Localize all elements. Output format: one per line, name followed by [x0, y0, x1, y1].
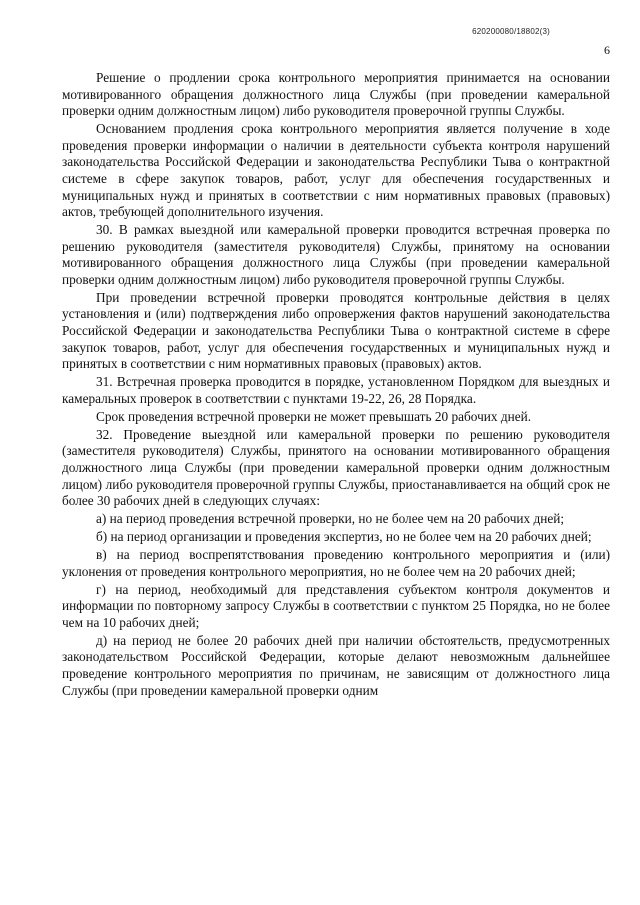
paragraph-extension-decision: Решение о продлении срока контрольного мероприятия принимается на основании мотивированного обращения должностного лица Службы (при проведении камеральной проверки одним должностным лицом) либо руководителя проверочной группы Службы. [62, 70, 610, 119]
document-id: 620200080/18802(3) [472, 27, 550, 36]
document-body [62, 70, 610, 701]
list-item-d: д) на период не более 20 рабочих дней при наличии обстоятельств, предусмотренных законодательством Российской Федерации, которые делают невозможным дальнейшее проведение контрольного мероприятия по причинам, не зависящим от должностного лица Службы (при проведении камеральной проверки одним [62, 632, 610, 698]
list-item-b: б) на период организации и проведения экспертиз, но не более чем на 20 рабочих дней; [96, 529, 592, 545]
list-item-g: г) на период, необходимый для представления субъектом контроля документов и информации по повторному запросу Службы в соответствии с пунктом 25 Порядка, но не более чем на 10 рабочих дней; [62, 581, 610, 630]
paragraph-counter-check-actions: При проведении встречной проверки проводятся контрольные действия в целях установления и (или) подтверждения либо опровержения фактов нарушений законодательства Российской Федерации и законодательства Республики Тыва о контрактной системе в сфере закупок товаров, работ, услуг для обеспечения государственных и муниципальных нужд и принятых в соответствии с ним нормативных правовых (правовых) актов. [62, 289, 610, 372]
list-item-a: а) на период проведения встречной проверки, но не более чем на 20 рабочих дней; [96, 511, 565, 527]
paragraph-31: 31. Встречная проверка проводится в порядке, установленном Порядком для выездных и камеральных проверок в соответствии с пунктами 19-22, 26, 28 Порядка. [62, 374, 610, 406]
paragraph-extension-grounds: Основанием продления срока контрольного мероприятия является получение в ходе проведения проверки информации о наличии в деятельности субъекта контроля нарушений законодательства Российской Федерации и законодательства Республики Тыва о контрактной системе в сфере закупок товаров, работ, услуг для обеспечения государственных и муниципальных нужд и принятых в соответствии с ним нормативных правовых (правовых) актов, требующей дополнительного изучения. [62, 121, 610, 220]
paragraph-30: 30. В рамках выездной или камеральной проверки проводится встречная проверка по решению руководителя (заместителя руководителя) Службы, принятому на основании мотивированного обращения должностного лица Службы (при проведении камеральной проверки одним должностным лицом) либо руководителя проверочной группы Службы. [62, 222, 610, 287]
page-number: 6 [604, 43, 610, 57]
list-item-v: в) на период воспрепятствования проведению контрольного мероприятия и (или) уклонения от проведения контрольного мероприятия, но не более чем на 20 рабочих дней; [62, 547, 610, 579]
paragraph-32: 32. Проведение выездной или камеральной проверки по решению руководителя (заместителя руководителя) Службы, принятого на основании мотивированного обращения должностного лица Службы (при проведении камеральной проверки одним должностным лицом) либо руководителя проверочной группы Службы, приостанавливается на общий срок не более 30 рабочих дней в следующих случаях: [62, 426, 610, 509]
paragraph-counter-check-duration: Срок проведения встречной проверки не может превышать 20 рабочих дней. [96, 408, 532, 424]
